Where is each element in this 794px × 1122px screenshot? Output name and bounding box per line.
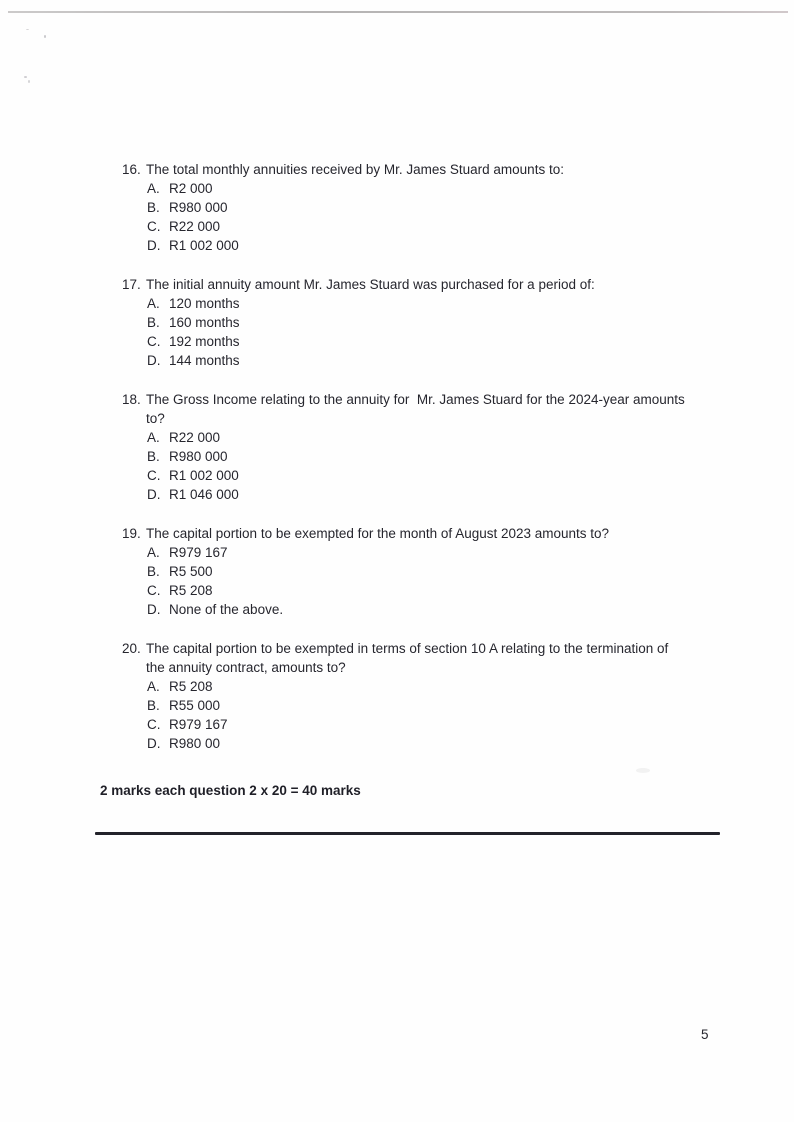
option-letter: A. xyxy=(147,430,160,445)
option-text: R1 046 000 xyxy=(169,487,239,502)
option-text: R55 000 xyxy=(169,698,221,713)
option-letter: C. xyxy=(147,468,161,483)
option-letter: D. xyxy=(147,736,161,751)
option-list xyxy=(147,677,734,753)
option-row xyxy=(147,236,734,255)
option-row xyxy=(147,677,734,696)
option-row xyxy=(147,447,734,466)
option-row xyxy=(147,696,734,715)
marks-note: 2 marks each question 2 x 20 = 40 marks xyxy=(100,783,361,798)
option-letter: D. xyxy=(147,238,161,253)
option-row xyxy=(147,734,734,753)
option-letter: A. xyxy=(147,545,160,560)
option-letter: C. xyxy=(147,717,161,732)
question-text xyxy=(146,639,734,677)
question-text-line: The Gross Income relating to the annuity for Mr. James Stuard for the 2024-year amounts xyxy=(146,392,685,407)
option-row xyxy=(147,715,734,734)
option-list xyxy=(147,543,734,619)
question-number: 17. xyxy=(122,277,141,292)
option-row xyxy=(147,466,734,485)
scan-artifact-dot xyxy=(44,35,46,38)
option-row xyxy=(147,294,734,313)
option-row xyxy=(147,351,734,370)
option-row xyxy=(147,332,734,351)
option-row xyxy=(147,543,734,562)
option-list xyxy=(147,294,734,370)
option-letter: B. xyxy=(147,449,160,464)
option-row xyxy=(147,198,734,217)
option-text: 144 months xyxy=(169,353,240,368)
option-text: R2 000 xyxy=(169,181,213,196)
option-letter: C. xyxy=(147,219,161,234)
option-text: R1 002 000 xyxy=(169,238,239,253)
page-number: 5 xyxy=(701,1027,709,1042)
question-text-line: to? xyxy=(146,411,165,426)
option-letter: D. xyxy=(147,487,161,502)
option-letter: D. xyxy=(147,353,161,368)
option-row xyxy=(147,600,734,619)
question-list xyxy=(122,160,734,773)
option-text: R980 00 xyxy=(169,736,221,751)
question-17 xyxy=(122,275,734,370)
option-letter: C. xyxy=(147,583,161,598)
option-text: R979 167 xyxy=(169,717,228,732)
question-text-line: the annuity contract, amounts to? xyxy=(146,660,346,675)
option-row xyxy=(147,313,734,332)
question-number: 16. xyxy=(122,162,141,177)
question-16 xyxy=(122,160,734,255)
question-text-line: The capital portion to be exempted for the month of August 2023 amounts to? xyxy=(146,526,610,541)
question-20 xyxy=(122,639,734,753)
scan-artifact-dot xyxy=(24,76,27,78)
question-text-line: The total monthly annuities received by Mr. James Stuard amounts to: xyxy=(146,162,564,177)
option-letter: A. xyxy=(147,679,160,694)
question-number: 19. xyxy=(122,526,141,541)
question-text-line: The initial annuity amount Mr. James Stuard was purchased for a period of: xyxy=(146,277,595,292)
option-text: R1 002 000 xyxy=(169,468,239,483)
question-19 xyxy=(122,524,734,619)
question-text xyxy=(146,160,734,179)
option-letter: B. xyxy=(147,315,160,330)
question-text xyxy=(146,390,734,428)
option-row xyxy=(147,217,734,236)
scan-artifact-dot xyxy=(28,80,30,83)
option-text: R5 500 xyxy=(169,564,213,579)
option-letter: C. xyxy=(147,334,161,349)
option-list xyxy=(147,179,734,255)
option-letter: A. xyxy=(147,296,160,311)
option-row xyxy=(147,428,734,447)
option-row xyxy=(147,485,734,504)
option-letter: B. xyxy=(147,698,160,713)
option-text: None of the above. xyxy=(169,602,284,617)
question-18 xyxy=(122,390,734,504)
option-text: 192 months xyxy=(169,334,240,349)
option-text: 120 months xyxy=(169,296,240,311)
question-text-line: The capital portion to be exempted in terms of section 10 A relating to the termination of xyxy=(146,641,669,656)
question-text xyxy=(146,275,734,294)
option-list xyxy=(147,428,734,504)
option-letter: B. xyxy=(147,200,160,215)
option-text: R5 208 xyxy=(169,679,213,694)
option-text: R22 000 xyxy=(169,219,221,234)
option-text: R5 208 xyxy=(169,583,213,598)
option-row xyxy=(147,581,734,600)
option-letter: B. xyxy=(147,564,160,579)
option-text: R979 167 xyxy=(169,545,228,560)
option-letter: A. xyxy=(147,181,160,196)
question-text xyxy=(146,524,734,543)
question-number: 20. xyxy=(122,641,141,656)
option-letter: D. xyxy=(147,602,161,617)
option-row xyxy=(147,562,734,581)
option-text: 160 months xyxy=(169,315,240,330)
scan-artifact-line xyxy=(8,11,788,13)
option-row xyxy=(147,179,734,198)
option-text: R980 000 xyxy=(169,449,228,464)
scan-artifact-dot xyxy=(26,29,29,30)
question-number: 18. xyxy=(122,392,141,407)
option-text: R22 000 xyxy=(169,430,221,445)
option-text: R980 000 xyxy=(169,200,228,215)
divider-rule xyxy=(95,832,720,835)
